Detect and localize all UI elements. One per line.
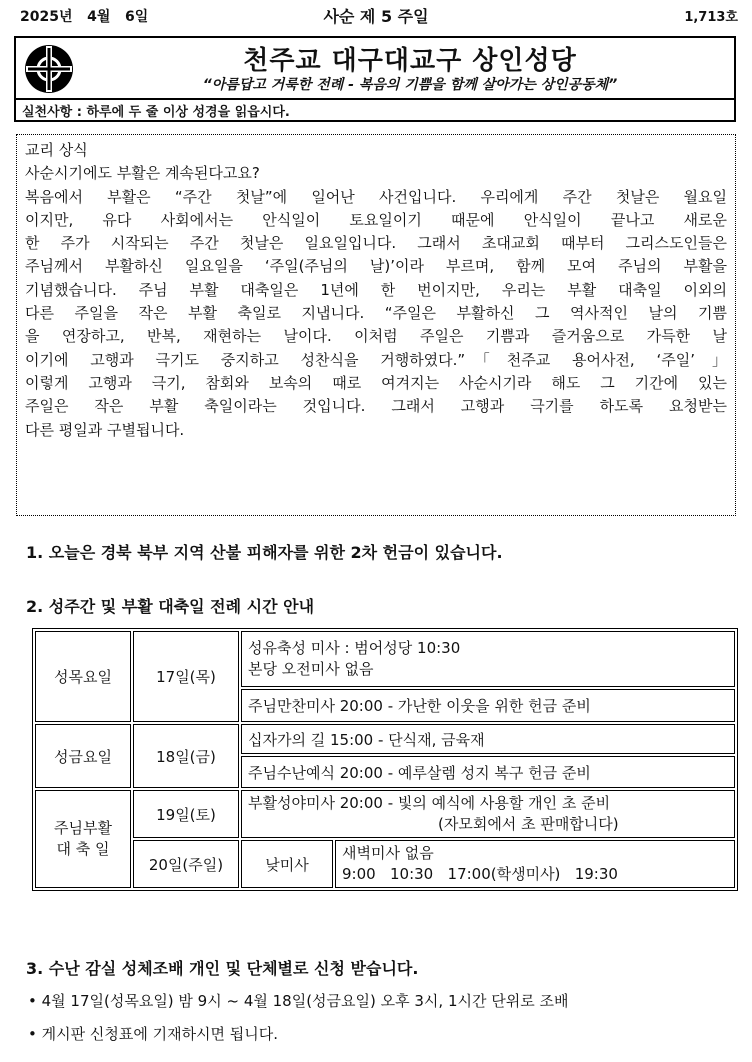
doctrine-line: 다른 주일을 작은 부활 축일로 지냅니다. “주일은 부활하신 그 역사적인 날의 기쁨	[25, 304, 727, 323]
doctrine-line: 을 연장하고, 반복, 재현하는 날이다. 이처럼 주일은 기쁨과 즐거움으로 가득한 날	[25, 327, 727, 346]
doctrine-line: 이지만, 유다 사회에서는 안식일이 토요일이기 때문에 안식일이 끝나고 새로운	[25, 210, 727, 229]
doctrine-line: 이기에 고행과 극기도 중지하고 성찬식을 거행하였다.”「천주교 용어사전, ‘주일’」	[25, 350, 727, 369]
notice-3-item: • 게시판 신청표에 기재하시면 됩니다.	[28, 1025, 279, 1043]
parish-cross-logo-icon	[22, 42, 76, 96]
parish-motto: “아름답고 거룩한 전례 - 복음의 기쁨을 함께 살아가는 상인공동체”	[202, 77, 618, 93]
notice-1: 1. 오늘은 경북 북부 지역 산불 피해자를 위한 2차 헌금이 있습니다.	[26, 543, 503, 562]
doctrine-line: 다른 평일과 구별됩니다.	[25, 420, 185, 439]
date-holy-saturday: 19일(토)	[133, 790, 239, 838]
day-good-friday: 성금요일	[35, 724, 131, 788]
schedule-table	[32, 628, 738, 891]
notice-3-item: • 4월 17일(성목요일) 밤 9시 ~ 4월 18일(성금요일) 오후 3시, 1시간 단위로 조배	[28, 992, 569, 1010]
easter-vigil-cell	[241, 790, 735, 838]
doctrine-box	[16, 134, 736, 516]
doctrine-line: 기념했습니다. 주님 부활 대축일은 1년에 한 번이지만, 우리는 부활 대축일 이외의	[25, 280, 727, 299]
easter-sunday-masses	[335, 840, 735, 888]
schedule-cell	[241, 631, 735, 687]
chrism-mass: 성유축성 미사 : 범어성당 10:30	[248, 639, 461, 657]
easter-label-line2: 대 축 일	[56, 840, 110, 858]
day-easter	[35, 790, 131, 888]
doctrine-line: 이렇게 고행과 극기, 참회와 보속의 때로 여겨지는 사순시기라 해도 그 기간에 있는	[25, 373, 727, 392]
doctrine-question: 사순시기에도 부활은 계속된다고요?	[25, 164, 260, 183]
issue-number: 1,713호	[684, 10, 738, 25]
date-good-friday: 18일(금)	[133, 724, 239, 788]
doctrine-line: 복음에서 부활은 “주간 첫날”에 일어난 사건입니다. 우리에게 주간 첫날은 월요일	[25, 187, 727, 206]
no-dawn-mass: 새벽미사 없음	[342, 844, 434, 862]
parish-name: 천주교 대구대교구 상인성당	[243, 46, 577, 76]
notice-3-heading: 3. 수난 감실 성체조배 개인 및 단체별로 신청 받습니다.	[26, 959, 419, 978]
easter-vigil-mass: 부활성야미사 20:00 - 빛의 예식에 사용할 개인 초 준비	[248, 794, 611, 812]
no-morning-mass: 본당 오전미사 없음	[248, 660, 374, 678]
date-easter-sunday: 20일(주일)	[133, 840, 239, 888]
date-holy-thursday: 17일(목)	[133, 631, 239, 722]
doctrine-title: 교리 상식	[25, 141, 88, 159]
notice-2-heading: 2. 성주간 및 부활 대축일 전례 시간 안내	[26, 597, 315, 616]
candle-sale-note: (자모회에서 초 판매합니다)	[438, 815, 619, 833]
mass-times: 9:00 10:30 17:00(학생미사) 19:30	[342, 865, 618, 883]
stations-of-cross: 십자가의 길 15:00 - 단식재, 금육재	[241, 724, 735, 754]
lords-supper-mass: 주님만찬미사 20:00 - 가난한 이웃을 위한 헌금 준비	[241, 689, 735, 722]
practice-banner: 실천사항 : 하루에 두 줄 이상 성경을 읽읍시다.	[14, 100, 736, 122]
liturgical-week: 사순 제 5 주일	[323, 7, 429, 26]
bulletin-date: 2025년 4월 6일	[20, 9, 149, 25]
passion-service: 주님수난예식 20:00 - 예루살렘 성지 복구 헌금 준비	[241, 756, 735, 788]
doctrine-line: 한 주가 시작되는 주간 첫날은 일요일입니다. 그래서 초대교회 때부터 그리스도인들은	[25, 234, 727, 253]
day-mass-label: 낮미사	[241, 840, 333, 888]
day-holy-thursday: 성목요일	[35, 631, 131, 722]
doctrine-line: 주일은 작은 부활 축일이라는 것입니다. 그래서 고행과 극기를 하도록 요청받는	[25, 397, 727, 416]
easter-label-line1: 주님부활	[54, 819, 112, 837]
masthead	[14, 36, 736, 100]
doctrine-line: 주님께서 부활하신 일요일을 ‘주일(주님의 날)’이라 부르며, 함께 모여 주님의 부활을	[25, 257, 727, 276]
